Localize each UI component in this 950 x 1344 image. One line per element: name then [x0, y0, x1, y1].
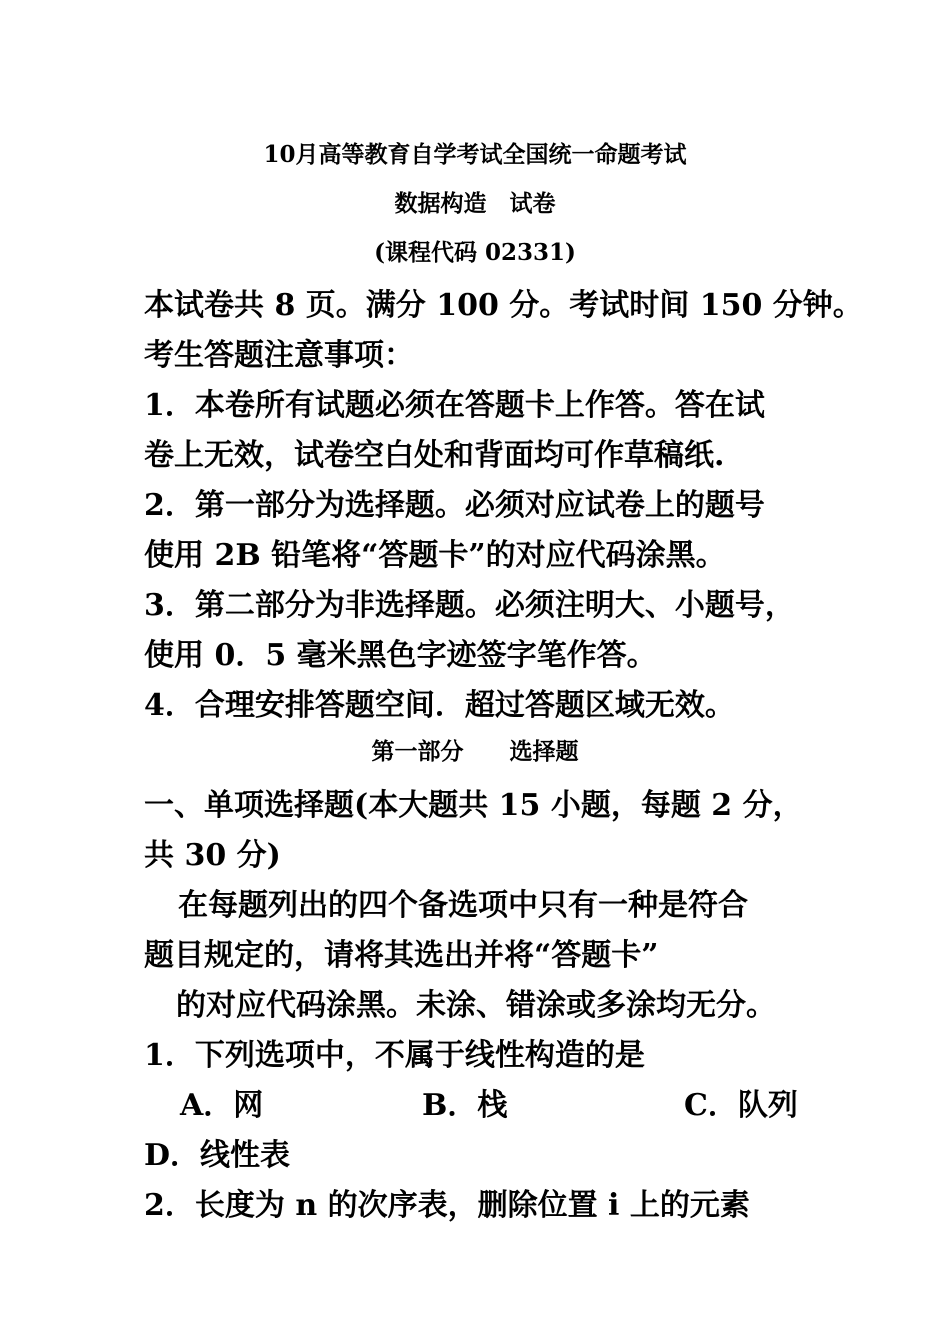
note-line: 卷上无效，试卷空白处和背面均可作草稿纸. [144, 438, 725, 473]
instruction-line: 的对应代码涂黑。未涂、错涂或多涂均无分。 [176, 988, 776, 1023]
notice-title: 考生答题注意事项： [144, 338, 414, 373]
section-title: 一、单项选择题(本大题共 15 小题，每题 2 分， [144, 788, 803, 823]
note-line: 1．本卷所有试题必须在答题卡上作答。答在试 [144, 388, 765, 423]
note-line: 使用 0．5 毫米黑色字迹签字笔作答。 [144, 638, 657, 673]
section-title-cont: 共 30 分) [144, 838, 281, 873]
subject-title: 数据构造 试卷 [394, 190, 556, 217]
option-b: B．栈 [422, 1088, 508, 1123]
note-line: 使用 2B 铅笔将“答题卡”的对应代码涂黑。 [144, 538, 726, 573]
course-code: (课程代码 02331) [374, 239, 576, 266]
exam-title: 10月高等教育自学考试全国统一命题考试 [263, 141, 687, 168]
option-d: D．线性表 [144, 1138, 291, 1173]
option-c: C．队列 [684, 1088, 798, 1123]
option-a: A．网 [180, 1088, 264, 1123]
part-heading: 第一部分 选择题 [371, 738, 579, 765]
note-line: 2．第一部分为选择题。必须对应试卷上的题号 [144, 488, 765, 523]
exam-info: 本试卷共 8 页。满分 100 分。考试时间 150 分钟。 [144, 288, 863, 323]
question-stem: 2．长度为 n 的次序表，删除位置 i 上的元素 [144, 1188, 750, 1223]
question-stem: 1．下列选项中，不属于线性构造的是 [144, 1038, 645, 1073]
instruction-line: 题目规定的，请将其选出并将“答题卡” [144, 938, 659, 973]
instruction-line: 在每题列出的四个备选项中只有一种是符合 [178, 888, 748, 923]
note-line: 4．合理安排答题空间．超过答题区域无效。 [144, 688, 735, 723]
note-line: 3．第二部分为非选择题。必须注明大、小题号， [144, 588, 795, 623]
